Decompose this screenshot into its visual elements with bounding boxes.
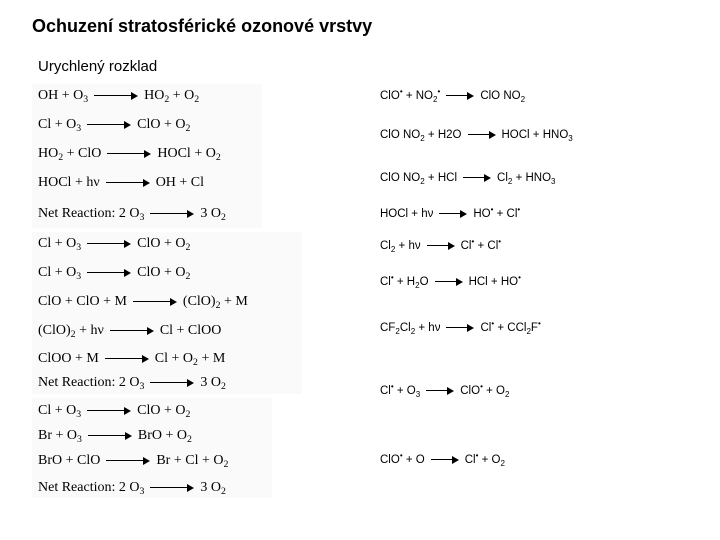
left-equation-4: HOCl + hν OH + Cl xyxy=(38,175,205,190)
right-equation-1: $ClO^• + NO_2^•$ ClO $NO_2$ xyxy=(380,87,526,104)
left-equation-1: OH + $O_3$ $HO_2 + O_2$ xyxy=(38,88,200,105)
left-equation-5: Net Reaction: 2 $O_3$ 3 $O_2$ xyxy=(38,206,226,223)
arrow-icon xyxy=(105,355,149,363)
arrow-icon xyxy=(88,432,132,440)
arrow-icon xyxy=(427,242,455,250)
arrow-icon xyxy=(439,210,467,218)
left-equation-10: ClOO + M $Cl + O_2 + M$ xyxy=(38,351,226,368)
left-equation-7: $Cl + O_3$ ClO + $O_2$ xyxy=(38,265,191,282)
right-equation-3: ClO $NO_2$ + HCl $Cl_2 + HNO_3$ xyxy=(380,172,556,186)
left-equation-14: BrO + ClO $Br + Cl + O_2$ xyxy=(38,453,229,470)
left-equation-8: ClO + ClO + M $(ClO)_2 + M$ xyxy=(38,294,248,311)
arrow-icon xyxy=(87,240,131,248)
arrow-icon xyxy=(446,324,474,332)
right-equation-8: $Cl^• + O_3$ $ClO^• + O_2$ xyxy=(380,382,510,399)
left-equation-11: Net Reaction: 2 $O_3$ 3 $O_2$ xyxy=(38,375,226,392)
arrow-icon xyxy=(87,121,131,129)
right-equation-2: ClO $NO_2 + H2O$ HOCl + $HNO_3$ xyxy=(380,129,573,143)
section-subtitle: Urychlený rozklad xyxy=(38,58,158,75)
left-equation-3: $HO_2$ + ClO HOCl + $O_2$ xyxy=(38,146,221,163)
arrow-icon xyxy=(106,457,150,465)
arrow-icon xyxy=(110,327,154,335)
right-equation-6: $Cl^• + H_2O$ HCl + HO• xyxy=(380,273,521,290)
arrow-icon xyxy=(87,269,131,277)
left-equation-13: $Br + O_3$ BrO + $O_2$ xyxy=(38,428,192,445)
page-title: Ochuzení stratosférické ozonové vrstvy xyxy=(32,16,373,36)
arrow-icon xyxy=(150,210,194,218)
right-equation-4: HOCl + hν HO• + Cl• xyxy=(380,205,521,220)
left-equation-6: $Cl + O_3$ ClO + $O_2$ xyxy=(38,236,191,253)
right-equation-9: ClO• + O $Cl^• + O_2$ xyxy=(380,451,505,468)
left-equation-2: $Cl + O_3$ ClO + $O_2$ xyxy=(38,117,191,134)
arrow-icon xyxy=(426,387,454,395)
arrow-icon xyxy=(87,407,131,415)
left-equation-12: $Cl + O_3$ ClO + $O_2$ xyxy=(38,403,191,420)
left-equation-9: $(ClO)_2 + h\nu$ Cl + ClOO xyxy=(38,323,222,340)
arrow-icon xyxy=(150,484,194,492)
arrow-icon xyxy=(435,278,463,286)
arrow-icon xyxy=(468,131,496,139)
arrow-icon xyxy=(446,92,474,100)
right-equation-7: $CF_2Cl_2 + h\nu$ Cl• + CCl$_2$F• xyxy=(380,319,541,336)
right-equation-5: $Cl_2 + h\nu$ Cl• + Cl• xyxy=(380,237,502,254)
arrow-icon xyxy=(107,150,151,158)
arrow-icon xyxy=(94,92,138,100)
left-equation-15: Net Reaction: 2 $O_3$ 3 $O_2$ xyxy=(38,480,226,497)
reaction-image-panel-2 xyxy=(32,232,302,394)
arrow-icon xyxy=(106,179,150,187)
arrow-icon xyxy=(463,174,491,182)
arrow-icon xyxy=(431,456,459,464)
arrow-icon xyxy=(150,379,194,387)
arrow-icon xyxy=(133,298,177,306)
